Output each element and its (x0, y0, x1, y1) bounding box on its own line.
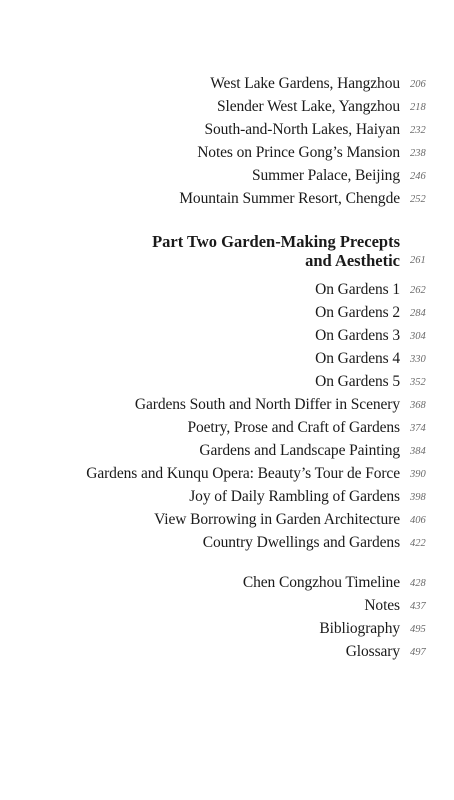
toc-entry (0, 595, 454, 617)
toc-entry (0, 486, 454, 508)
toc-entry-page: 368 (410, 400, 426, 411)
toc-entry (0, 279, 454, 301)
toc-entry-title: Bibliography (319, 620, 400, 637)
toc-entry (0, 440, 454, 462)
toc-entry (0, 142, 454, 164)
toc-entry-title: Country Dwellings and Gardens (202, 534, 400, 551)
toc-entry-page: 262 (410, 285, 426, 296)
toc-entry-page: 246 (410, 171, 426, 182)
toc-entry-page: 406 (410, 515, 426, 526)
toc-entry (0, 572, 454, 594)
toc-entry (0, 348, 454, 370)
toc-entry-title: On Gardens 4 (315, 350, 400, 367)
toc-entry (0, 302, 454, 324)
toc-entry (0, 417, 454, 439)
toc-entry (0, 165, 454, 187)
toc-entry-title: Slender West Lake, Yangzhou (216, 98, 400, 115)
toc-entry-title: On Gardens 3 (315, 327, 400, 344)
toc-entry (0, 325, 454, 347)
toc-entry (0, 119, 454, 141)
toc-entry-title: Joy of Daily Rambling of Gardens (189, 488, 400, 505)
toc-entry-page: 497 (410, 647, 426, 658)
toc-entry-page: 252 (410, 194, 426, 205)
toc-entry-title: Notes on Prince Gong’s Mansion (197, 144, 400, 161)
toc-entry-title: Notes (364, 597, 400, 614)
toc-entry-title: Glossary (345, 643, 400, 660)
toc-entry-title: South-and-North Lakes, Haiyan (204, 121, 400, 138)
toc-entry-title: On Gardens 5 (315, 373, 400, 390)
part-title-line2: and Aesthetic (305, 251, 400, 270)
toc-entry-title: Mountain Summer Resort, Chengde (179, 190, 400, 207)
toc-entry (0, 618, 454, 640)
toc-entry-title: West Lake Gardens, Hangzhou (210, 75, 400, 92)
toc-entry-page: 422 (410, 538, 426, 549)
toc-entry-page: 218 (410, 102, 426, 113)
toc-entry-page: 232 (410, 125, 426, 136)
toc-entry-title: Gardens and Kunqu Opera: Beauty’s Tour de Force (86, 465, 400, 482)
toc-entry-page: 238 (410, 148, 426, 159)
part-title-line1: Part Two Garden-Making Precepts (152, 232, 400, 251)
toc-entry-page: 330 (410, 354, 426, 365)
toc-entry (0, 509, 454, 531)
toc-entry-title: Gardens South and North Differ in Scenery (134, 396, 400, 413)
toc-entry-page: 390 (410, 469, 426, 480)
toc-entry-title: Chen Congzhou Timeline (242, 574, 400, 591)
part-page: 261 (410, 255, 426, 266)
toc-entry-title: On Gardens 2 (315, 304, 400, 321)
toc-entry-page: 384 (410, 446, 426, 457)
toc-entry (0, 96, 454, 118)
toc-entry-title: Poetry, Prose and Craft of Gardens (187, 419, 400, 436)
toc-entry (0, 188, 454, 210)
toc-entry-title: Gardens and Landscape Painting (199, 442, 400, 459)
toc-entry (0, 394, 454, 416)
toc-entry-page: 352 (410, 377, 426, 388)
toc-entry-title: Summer Palace, Beijing (251, 167, 400, 184)
toc-entry-page: 206 (410, 79, 426, 90)
toc-entry (0, 73, 454, 95)
toc-entry-page: 304 (410, 331, 426, 342)
toc-entry (0, 532, 454, 554)
toc-entry-page: 437 (410, 601, 426, 612)
toc-entry-page: 374 (410, 423, 426, 434)
toc-entry-title: View Borrowing in Garden Architecture (154, 511, 400, 528)
toc-entry-page: 495 (410, 624, 426, 635)
toc-entry-title: On Gardens 1 (315, 281, 400, 298)
toc-entry-page: 428 (410, 578, 426, 589)
toc-entry (0, 463, 454, 485)
toc-entry-page: 284 (410, 308, 426, 319)
toc-entry (0, 371, 454, 393)
toc-entry-page: 398 (410, 492, 426, 503)
toc-entry (0, 641, 454, 663)
